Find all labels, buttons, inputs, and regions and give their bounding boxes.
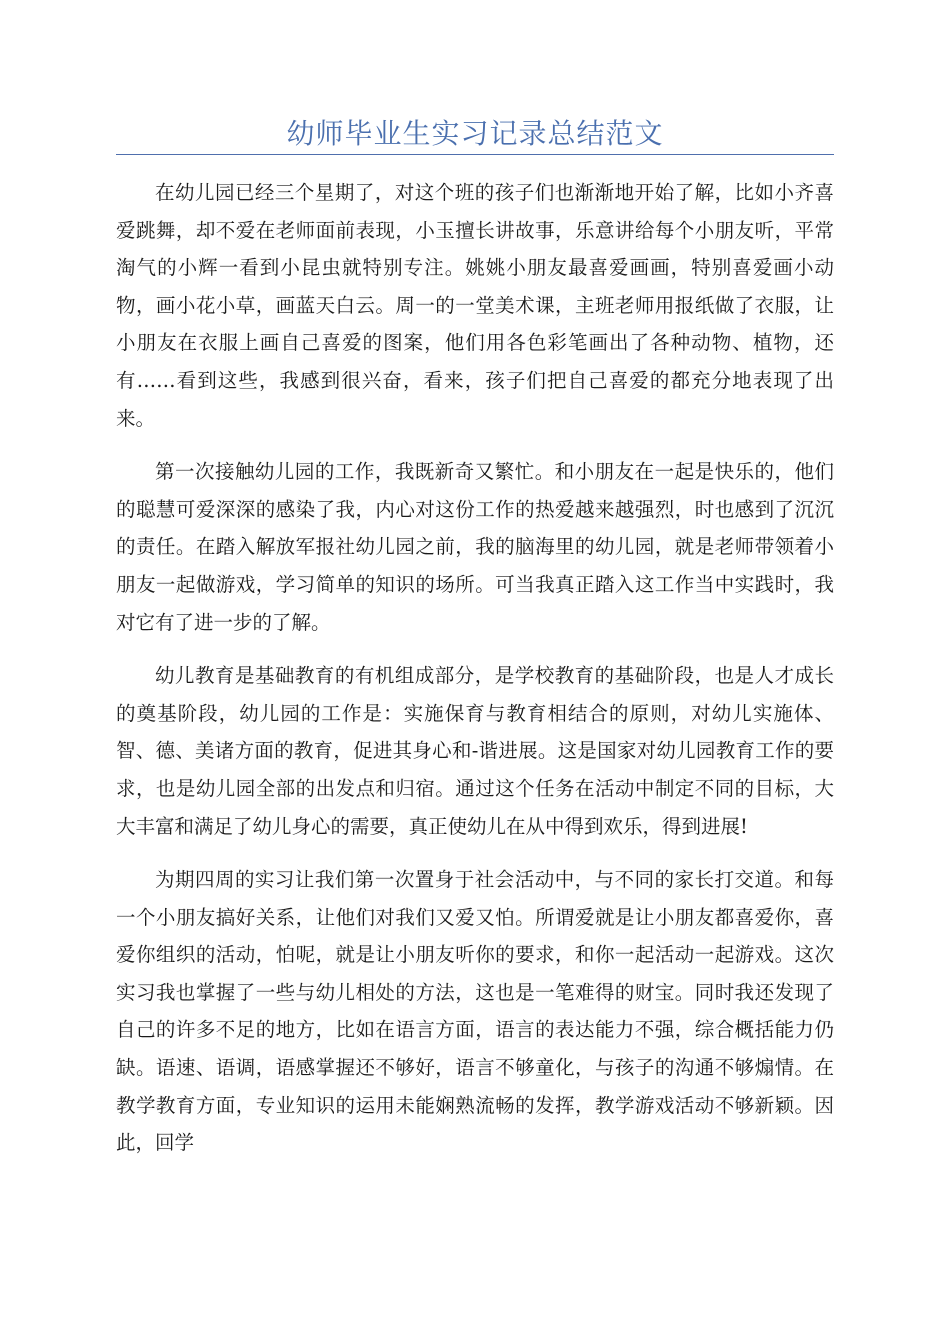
paragraph-4: 为期四周的实习让我们第一次置身于社会活动中，与不同的家长打交道。和每一个小朋友搞好关系，让他们对我们又爱又怕。所谓爱就是让小朋友都喜爱你，喜爱你组织的活动，怕呢，就是让小朋友听你的要求，和你一起活动一起游戏。这次实习我也掌握了一些与幼儿相处的方法，这也是一笔难得的财宝。同时我还发现了自己的许多不足的地方，比如在语言方面，语言的表达能力不强，综合概括能力仍缺。语速、语调，语感掌握还不够好，语言不够童化，与孩子的沟通不够煽情。在教学教育方面，专业知识的运用未能娴熟流畅的发挥，教学游戏活动不够新颖。因此，回学 xyxy=(116,868,834,1155)
document-title: 幼师毕业生实习记录总结范文 xyxy=(286,117,664,150)
paragraph-3: 幼儿教育是基础教育的有机组成部分，是学校教育的基础阶段，也是人才成长的奠基阶段，幼儿园的工作是：实施保育与教育相结合的原则，对幼儿实施体、智、德、美诸方面的教育，促进其身心和-谐进展。这是国家对幼儿园教育工作的要求，也是幼儿园全部的出发点和归宿。通过这个任务在活动中制定不同的目标，大大丰富和满足了幼儿身心的需要，真正使幼儿在从中得到欢乐，得到进展! xyxy=(116,664,834,838)
paragraph-2: 第一次接触幼儿园的工作，我既新奇又繁忙。和小朋友在一起是快乐的，他们的聪慧可爱深深的感染了我，内心对这份工作的热爱越来越强烈，时也感到了沉沉的责任。在踏入解放军报社幼儿园之前，我的脑海里的幼儿园，就是老师带领着小朋友一起做游戏，学习简单的知识的场所。可当我真正踏入这工作当中实践时，我对它有了进一步的了解。 xyxy=(116,460,834,634)
paragraph-1: 在幼儿园已经三个星期了，对这个班的孩子们也渐渐地开始了解，比如小齐喜爱跳舞，却不爱在老师面前表现，小玉擅长讲故事，乐意讲给每个小朋友听，平常淘气的小辉一看到小昆虫就特别专注。姚姚小朋友最喜爱画画，特别喜爱画小动物，画小花小草，画蓝天白云。周一的一堂美术课，主班老师用报纸做了衣服，让小朋友在衣服上画自己喜爱的图案，他们用各色彩笔画出了各种动物、植物，还有……看到这些，我感到很兴奋，看来，孩子们把自己喜爱的都充分地表现了出来。 xyxy=(116,181,834,430)
document-body xyxy=(116,174,834,1178)
title-underline xyxy=(116,154,834,155)
